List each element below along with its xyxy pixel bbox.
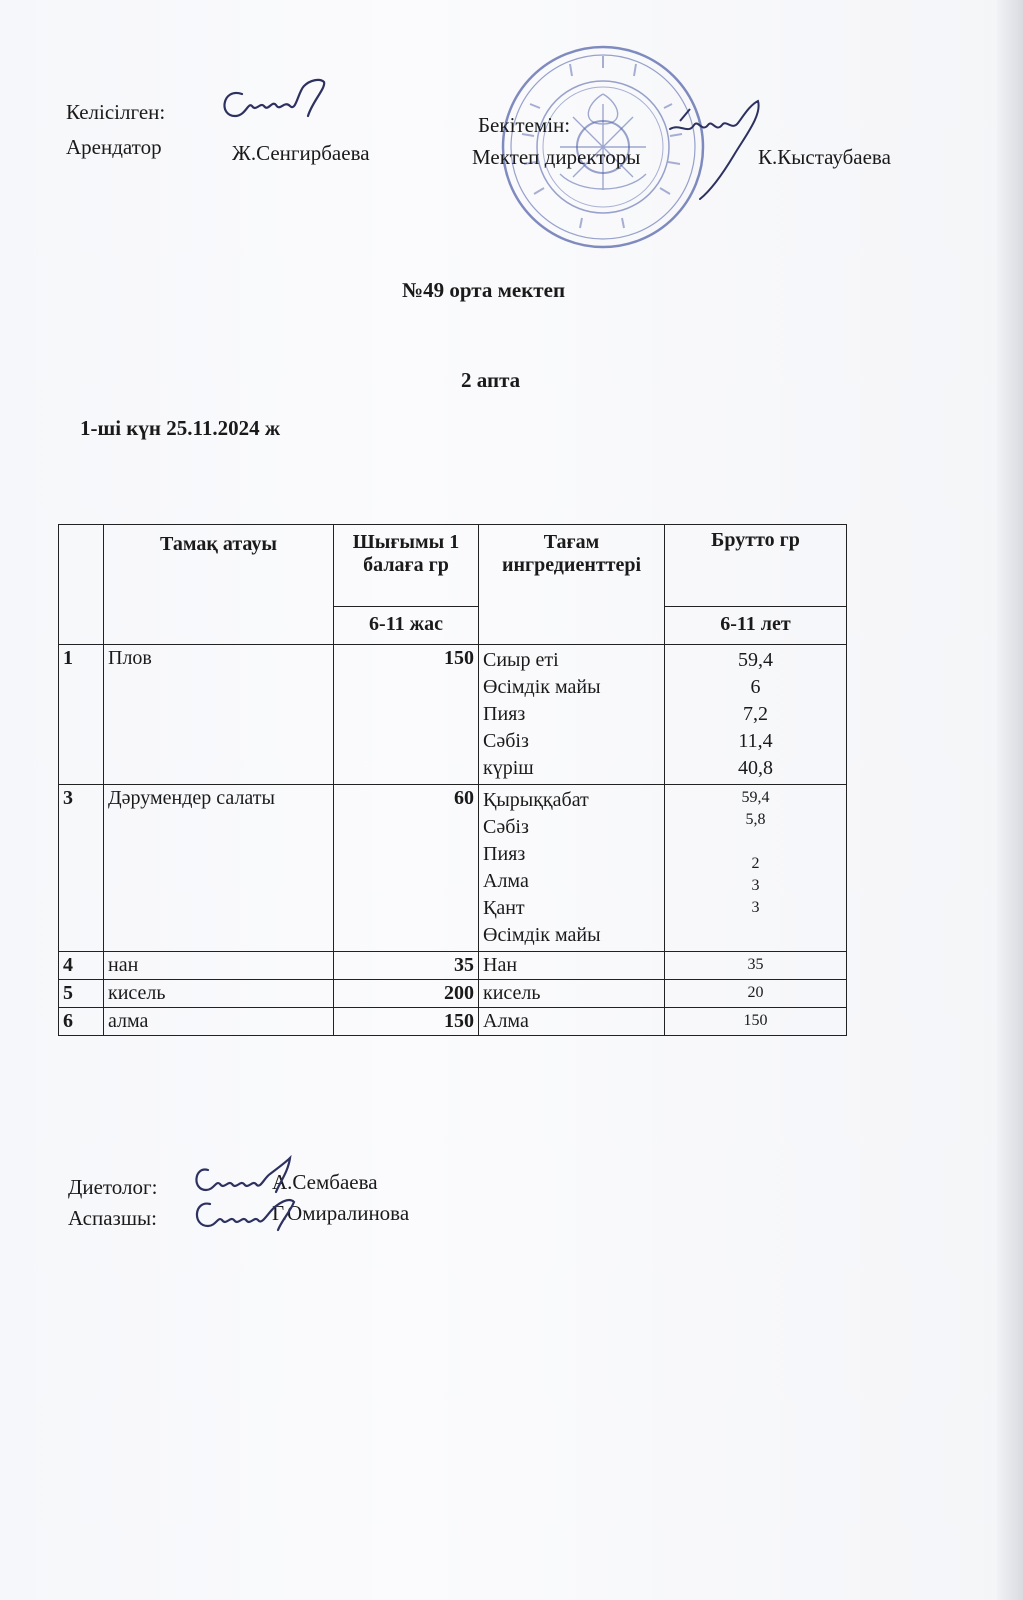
row-brutto (665, 952, 847, 980)
row-dish: кисель (104, 980, 334, 1008)
table-row (59, 645, 847, 785)
row-brutto (665, 785, 847, 952)
row-number: 4 (59, 952, 104, 980)
ingredient: Өсімдік майы (483, 924, 601, 946)
brutto-value: 35 (747, 956, 764, 973)
brutto-value: 3 (751, 877, 760, 894)
menu-table (58, 524, 847, 1036)
ingredient: Сәбіз (483, 816, 529, 838)
header-age-ru: 6-11 лет (665, 607, 847, 645)
row-ingredients: Алма (479, 1008, 665, 1036)
table-row (59, 952, 847, 980)
row-dish: алма (104, 1008, 334, 1036)
ingredient: Өсімдік майы (483, 676, 601, 698)
brutto-value: 59,4 (741, 789, 770, 806)
row-ingredients (479, 645, 665, 785)
brutto-value: 2 (751, 855, 760, 872)
brutto-value: 6 (750, 676, 761, 698)
ingredient: Пияз (483, 843, 526, 865)
row-number: 3 (59, 785, 104, 952)
ingredient: Сиыр еті (483, 649, 559, 671)
tenant-signature (212, 72, 342, 132)
brutto-value: 59,4 (738, 649, 773, 671)
header-ingredients: Тағам ингредиенттері (479, 525, 665, 645)
approval-left-name: Ж.Сенгирбаева (232, 141, 370, 165)
row-ingredients (479, 785, 665, 952)
dietolog-label: Диетолог: (68, 1175, 158, 1199)
brutto-value: 40,8 (738, 757, 773, 779)
day-date-line: 1-ші күн 25.11.2024 ж (80, 416, 281, 440)
row-output: 150 (334, 1008, 479, 1036)
approval-right-name: К.Кыстаубаева (758, 145, 891, 169)
table-row (59, 1008, 847, 1036)
week-label: 2 апта (461, 368, 521, 392)
ingredient: Сәбіз (483, 730, 529, 752)
row-output: 200 (334, 980, 479, 1008)
dietolog-name: А.Сембаева (272, 1170, 378, 1194)
row-number: 1 (59, 645, 104, 785)
row-brutto (665, 980, 847, 1008)
row-dish: Дәрумендер салаты (104, 785, 334, 952)
row-number: 6 (59, 1008, 104, 1036)
director-signature (660, 95, 770, 205)
row-ingredients: Нан (479, 952, 665, 980)
header-number (59, 525, 104, 645)
row-ingredients: кисель (479, 980, 665, 1008)
brutto-value: 5,8 (745, 811, 766, 828)
row-brutto (665, 1008, 847, 1036)
row-output: 35 (334, 952, 479, 980)
school-title: №49 орта мектеп (402, 278, 566, 302)
ingredient: Пияз (483, 703, 526, 725)
brutto-value: 3 (751, 899, 760, 916)
header-dish: Тамақ атауы (104, 525, 334, 645)
approval-left-label: Келісілген: (66, 100, 166, 124)
ingredient: Қырыққабат (483, 789, 589, 811)
brutto-value: 20 (747, 984, 764, 1001)
table-row (59, 980, 847, 1008)
header-output: Шығымы 1 балаға гр (334, 525, 479, 607)
cook-label: Аспазшы: (68, 1206, 157, 1230)
header-brutto: Брутто гр (665, 525, 847, 607)
brutto-value: 150 (743, 1012, 768, 1029)
ingredient: Алма (483, 870, 529, 892)
approval-right-label: Бекітемін: (478, 113, 571, 137)
approval-right-role: Мектеп директоры (472, 145, 641, 169)
row-dish: нан (104, 952, 334, 980)
cook-signature (190, 1188, 300, 1236)
page-edge (997, 0, 1023, 1600)
row-dish: Плов (104, 645, 334, 785)
row-brutto (665, 645, 847, 785)
brutto-value: 11,4 (738, 730, 773, 752)
cook-name: Г.Омиралинова (272, 1201, 410, 1225)
ingredient: Қант (483, 897, 525, 919)
table-row (59, 785, 847, 952)
row-number: 5 (59, 980, 104, 1008)
header-age-kz: 6-11 жас (334, 607, 479, 645)
ingredient: күріш (483, 757, 534, 779)
row-output: 150 (334, 645, 479, 785)
row-output: 60 (334, 785, 479, 952)
brutto-value: 7,2 (743, 703, 768, 725)
approval-left-role: Арендатор (66, 135, 162, 159)
